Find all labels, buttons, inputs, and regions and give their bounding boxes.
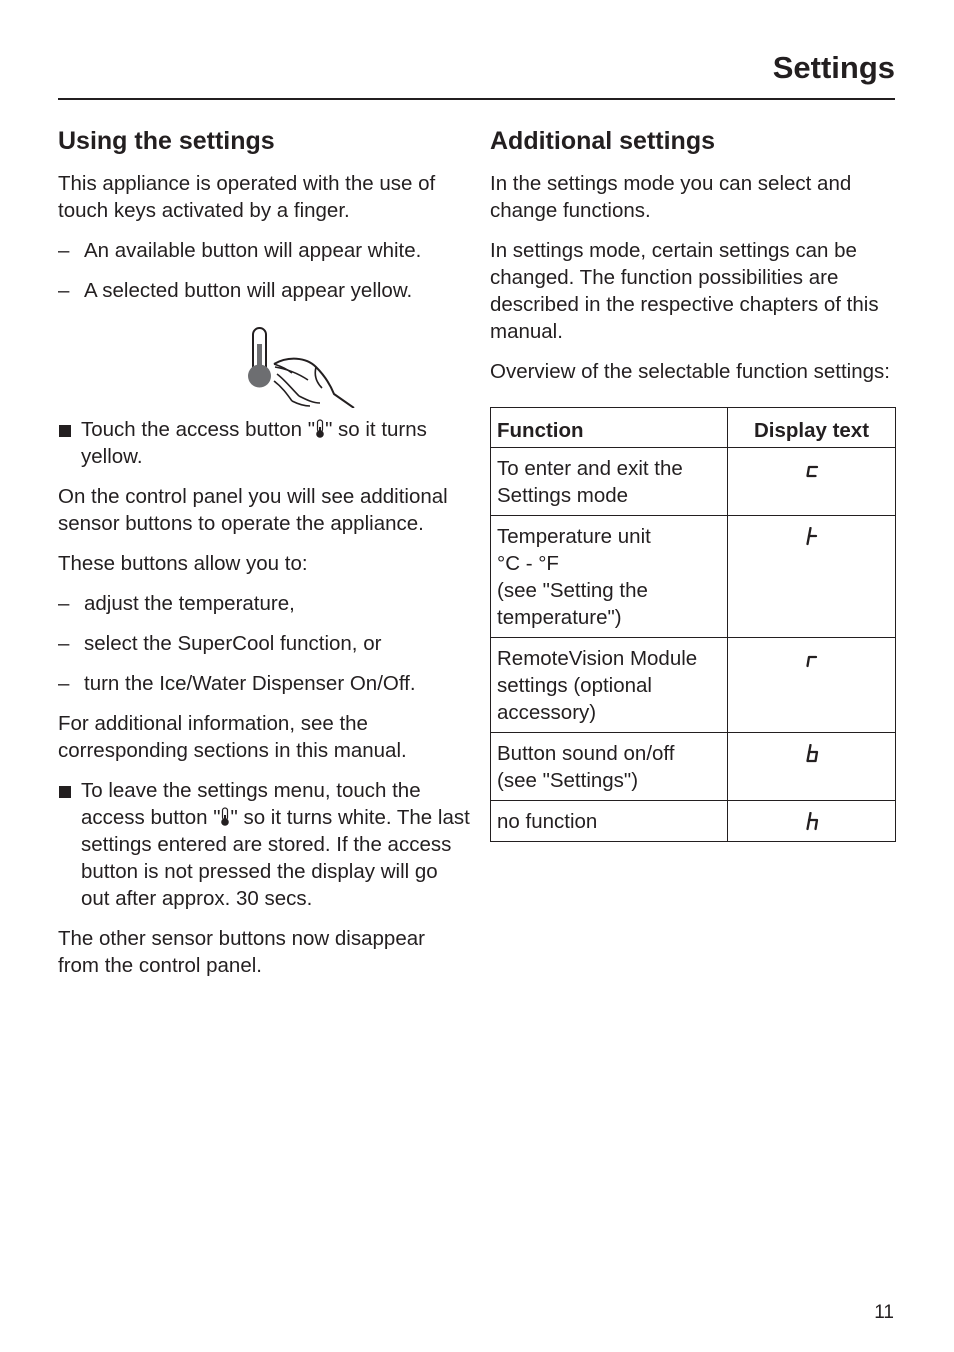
dash-marker: –	[58, 592, 70, 615]
column-header-function: Function	[491, 408, 728, 448]
display-text-cell	[728, 733, 896, 801]
finger-touch-thermometer-icon	[244, 324, 356, 408]
dash-marker: –	[58, 279, 70, 302]
table-row	[491, 801, 896, 842]
dash-marker: –	[58, 632, 70, 655]
segment-c-icon	[804, 459, 820, 481]
list-item	[58, 277, 470, 304]
list-item-text: A selected button will appear yellow.	[84, 279, 413, 302]
list-item	[58, 630, 470, 657]
instruction-bullet	[58, 416, 470, 470]
settings-change-paragraph: In settings mode, certain settings can be changed. The function possibilities are described in the respective chapters of this manual.	[490, 239, 879, 343]
display-text-cell	[728, 448, 896, 516]
instruction-bullet	[58, 777, 470, 912]
table-row	[491, 733, 896, 801]
additional-info-paragraph: For additional information, see the corresponding sections in this manual.	[58, 712, 407, 762]
list-item-text: adjust the temperature,	[84, 592, 295, 615]
table-row	[491, 638, 896, 733]
instruction-text-before: To leave the settings menu, touch the access button "	[81, 779, 421, 829]
function-cell: Temperature unit °C - °F (see "Setting the temperature")	[491, 516, 728, 638]
function-cell: RemoteVision Module settings (optional accessory)	[491, 638, 728, 733]
list-item-text: An available button will appear white.	[84, 239, 422, 262]
square-bullet-icon	[59, 425, 71, 437]
segment-b-icon	[804, 744, 820, 766]
function-cell: no function	[491, 801, 728, 842]
page-section-title: Settings	[772, 50, 895, 85]
list-item	[58, 590, 470, 617]
list-item-text: select the SuperCool function, or	[84, 632, 382, 655]
control-panel-paragraph: On the control panel you will see additional sensor buttons to operate the appliance.	[58, 485, 448, 535]
instruction-text-after: " so it turns white. The last settings entered are stored. If the access button is not pressed the display will go out after approx. 30 secs.	[81, 806, 470, 910]
instruction-text-after: " so it turns yellow.	[81, 418, 427, 468]
list-item-text: turn the Ice/Water Dispenser On/Off.	[84, 672, 416, 695]
thermometer-icon	[315, 419, 325, 439]
additional-settings-heading: Additional settings	[490, 127, 715, 155]
page-number: 11	[874, 1302, 894, 1323]
table-header-row	[491, 408, 896, 448]
segment-r-icon	[804, 649, 820, 671]
thermometer-icon	[220, 807, 230, 827]
right-column	[490, 124, 895, 842]
intro-paragraph: This appliance is operated with the use of touch keys activated by a finger.	[58, 172, 436, 222]
square-bullet-icon	[59, 786, 71, 798]
segment-t-icon	[804, 527, 820, 549]
display-text-cell	[728, 801, 896, 842]
column-header-display-text: Display text	[728, 408, 896, 448]
display-text-cell	[728, 638, 896, 733]
table-row	[491, 516, 896, 638]
list-item	[58, 237, 470, 264]
list-item	[58, 670, 470, 697]
overview-paragraph: Overview of the selectable function settings:	[490, 360, 890, 383]
display-text-cell	[728, 516, 896, 638]
function-cell: Button sound on/off (see "Settings")	[491, 733, 728, 801]
instruction-text-before: Touch the access button "	[81, 418, 316, 441]
using-settings-heading: Using the settings	[58, 127, 275, 155]
settings-table	[490, 407, 896, 842]
segment-h-icon	[804, 812, 820, 834]
sensor-buttons-paragraph: The other sensor buttons now disappear from the control panel.	[58, 927, 425, 977]
buttons-allow-paragraph: These buttons allow you to:	[58, 552, 308, 575]
header-divider	[58, 98, 895, 100]
settings-mode-paragraph: In the settings mode you can select and change functions.	[490, 172, 852, 222]
dash-marker: –	[58, 672, 70, 695]
dash-marker: –	[58, 239, 70, 262]
function-cell: To enter and exit the Settings mode	[491, 448, 728, 516]
table-row	[491, 448, 896, 516]
left-column	[58, 124, 470, 992]
